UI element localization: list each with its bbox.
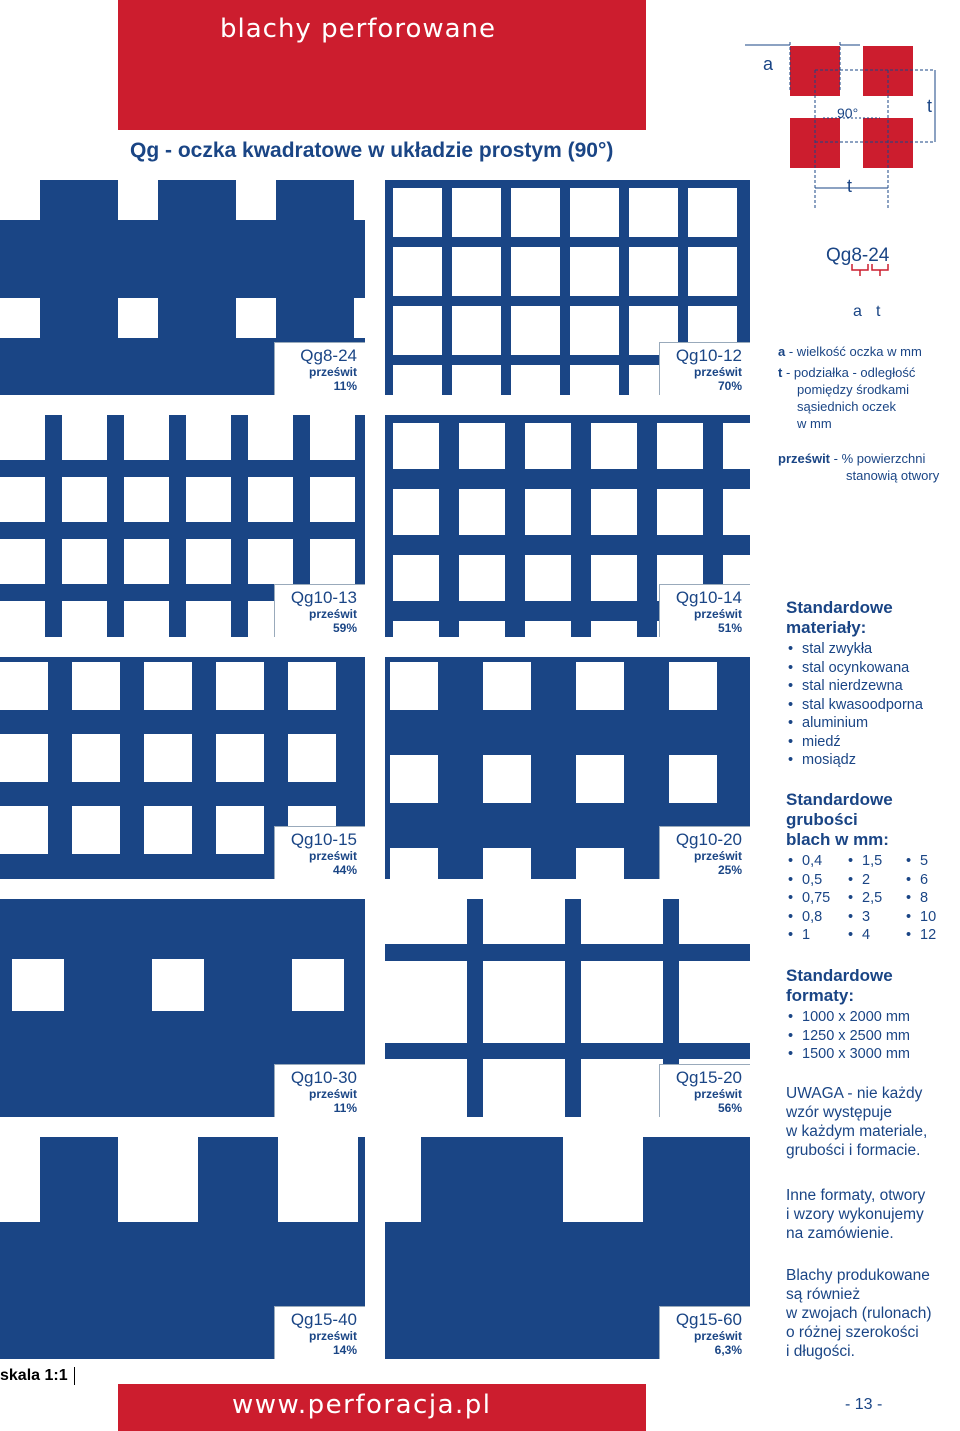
panel-label bbox=[659, 1064, 750, 1117]
diagram-a-label: a bbox=[763, 54, 774, 74]
panel-code: Qg15-20 bbox=[675, 1068, 742, 1087]
legend-a-key: a bbox=[778, 344, 786, 359]
panel-przeswit: prześwit 56% bbox=[693, 1087, 742, 1115]
list-item: • mosiądz bbox=[786, 751, 958, 770]
legend-a-row bbox=[778, 343, 958, 360]
panel-label bbox=[274, 584, 365, 637]
note-inne bbox=[786, 1186, 958, 1243]
note-line: grubości i formacie. bbox=[786, 1142, 921, 1159]
list-item: • stal ocynkowana bbox=[786, 659, 958, 678]
panel-przeswit: prześwit 70% bbox=[693, 365, 742, 393]
example-t-label: t bbox=[876, 303, 881, 320]
panel-code: Qg10-15 bbox=[290, 830, 357, 849]
thickness-value: • 10 bbox=[904, 908, 954, 927]
diagram-angle-label: 90° bbox=[837, 105, 859, 121]
formats-heading-2: formaty: bbox=[786, 986, 855, 1005]
diagram-t-bottom-label: t bbox=[847, 176, 853, 196]
pattern-panel-qg15-40 bbox=[0, 1137, 365, 1359]
legend-przeswit-key: prześwit bbox=[778, 451, 831, 466]
panel-przeswit: prześwit 6,3% bbox=[693, 1329, 742, 1357]
note-line: Inne formaty, otwory bbox=[786, 1187, 926, 1204]
list-item: • miedź bbox=[786, 733, 958, 752]
thickness-value: • 2,5 bbox=[846, 889, 904, 908]
list-item: • stal kwasoodporna bbox=[786, 696, 958, 715]
note-line: w każdym materiale, bbox=[786, 1123, 928, 1140]
thickness-section bbox=[786, 790, 958, 945]
pattern-panel-qg10-20 bbox=[385, 657, 750, 879]
website-link[interactable]: www.perforacja.pl bbox=[232, 1390, 492, 1420]
thickness-value: • 2 bbox=[846, 871, 904, 890]
note-line: są również bbox=[786, 1286, 861, 1303]
scale-label: skala 1:1 bbox=[0, 1367, 75, 1385]
list-item: • 1000 x 2000 mm bbox=[786, 1008, 958, 1027]
pattern-panel-qg10-12 bbox=[385, 180, 750, 395]
legend-przeswit-row bbox=[778, 450, 958, 484]
legend-t-row bbox=[778, 364, 958, 432]
pattern-panel-qg8-24 bbox=[0, 180, 365, 395]
pattern-panel-qg10-14 bbox=[385, 415, 750, 637]
formats-section bbox=[786, 966, 958, 1064]
panel-label bbox=[659, 1306, 750, 1359]
thickness-value: • 0,4 bbox=[786, 852, 846, 871]
example-a-label: a bbox=[853, 303, 862, 320]
list-item: • stal zwykła bbox=[786, 640, 958, 659]
panel-code: Qg15-60 bbox=[675, 1310, 742, 1329]
thickness-value: • 0,75 bbox=[786, 889, 846, 908]
panel-label bbox=[659, 826, 750, 879]
pattern-panel-qg15-60 bbox=[385, 1137, 750, 1359]
note-line: o różnej szerokości bbox=[786, 1324, 919, 1341]
note-line: na zamówienie. bbox=[786, 1225, 894, 1242]
thickness-values bbox=[786, 852, 958, 945]
panel-przeswit: prześwit 44% bbox=[308, 849, 357, 877]
panel-label bbox=[274, 1064, 365, 1117]
panel-code: Qg10-13 bbox=[290, 588, 357, 607]
thickness-value: • 4 bbox=[846, 926, 904, 945]
pattern-panel-qg10-13 bbox=[0, 415, 365, 637]
legend-t-desc-2: pomiędzy środkami bbox=[797, 382, 909, 397]
panel-przeswit: prześwit 11% bbox=[308, 365, 357, 393]
materials-heading-1: Standardowe bbox=[786, 598, 893, 617]
note-line: UWAGA - nie każdy bbox=[786, 1085, 923, 1102]
diagram-t-label: t bbox=[927, 96, 933, 116]
note-line: i długości. bbox=[786, 1343, 855, 1360]
panel-label bbox=[659, 584, 750, 637]
panel-przeswit: prześwit 51% bbox=[693, 607, 742, 635]
panel-code: Qg10-30 bbox=[290, 1068, 357, 1087]
panel-code: Qg10-14 bbox=[675, 588, 742, 607]
panel-code: Qg10-12 bbox=[675, 346, 742, 365]
thickness-value: • 0,8 bbox=[786, 908, 846, 927]
panel-label bbox=[274, 826, 365, 879]
page-number: - 13 - bbox=[845, 1396, 883, 1413]
panel-label bbox=[274, 1306, 365, 1359]
legend-t-desc-1: - podziałka - odległość bbox=[785, 365, 916, 380]
panel-code: Qg15-40 bbox=[290, 1310, 357, 1329]
legend bbox=[778, 343, 958, 484]
thickness-value: • 5 bbox=[904, 852, 954, 871]
materials-section bbox=[786, 598, 958, 770]
list-item: • 1250 x 2500 mm bbox=[786, 1027, 958, 1046]
panel-code: Qg8-24 bbox=[300, 346, 357, 365]
materials-list bbox=[786, 640, 958, 770]
list-item: • stal nierdzewna bbox=[786, 677, 958, 696]
pattern-panel-qg15-20 bbox=[385, 899, 750, 1117]
thickness-value: • 0,5 bbox=[786, 871, 846, 890]
list-item: • 1500 x 3000 mm bbox=[786, 1045, 958, 1064]
note-line: w zwojach (rulonach) bbox=[786, 1305, 932, 1322]
page-title: Qg - oczka kwadratowe w układzie prostym (90°) bbox=[130, 139, 614, 162]
note-line: wzór występuje bbox=[786, 1104, 892, 1121]
panel-code: Qg10-20 bbox=[675, 830, 742, 849]
thickness-value: • 1,5 bbox=[846, 852, 904, 871]
thickness-heading-1: Standardowe bbox=[786, 790, 893, 809]
note-line: Blachy produkowane bbox=[786, 1267, 930, 1284]
header-title: blachy perforowane bbox=[220, 14, 497, 44]
list-item: • aluminium bbox=[786, 714, 958, 733]
thickness-value: • 1 bbox=[786, 926, 846, 945]
panel-przeswit: prześwit 59% bbox=[308, 607, 357, 635]
legend-przeswit-desc-2: stanowią otwory bbox=[846, 468, 940, 483]
legend-a-desc: - wielkość oczka w mm bbox=[788, 344, 922, 359]
legend-t-key: t bbox=[778, 365, 783, 380]
formats-list bbox=[786, 1008, 958, 1064]
example-code: Qg8-24 bbox=[826, 245, 890, 266]
formats-heading-1: Standardowe bbox=[786, 966, 893, 985]
thickness-heading-3: blach w mm: bbox=[786, 830, 889, 849]
example-brackets bbox=[850, 262, 900, 276]
legend-t-desc-3: sąsiednich oczek bbox=[797, 399, 896, 414]
legend-t-desc-4: w mm bbox=[797, 416, 832, 431]
panel-label bbox=[659, 342, 750, 395]
panel-przeswit: prześwit 14% bbox=[308, 1329, 357, 1357]
dimension-diagram bbox=[735, 40, 960, 220]
thickness-heading-2: grubości bbox=[786, 810, 858, 829]
pattern-panel-qg10-30 bbox=[0, 899, 365, 1117]
panel-przeswit: prześwit 11% bbox=[308, 1087, 357, 1115]
panel-przeswit: prześwit 25% bbox=[693, 849, 742, 877]
panel-label bbox=[274, 342, 365, 395]
thickness-value: • 8 bbox=[904, 889, 954, 908]
legend-przeswit-desc-1: - % powierzchni bbox=[833, 451, 926, 466]
note-line: i wzory wykonujemy bbox=[786, 1206, 924, 1223]
materials-heading-2: materiały: bbox=[786, 618, 867, 637]
thickness-value: • 12 bbox=[904, 926, 954, 945]
thickness-value: • 3 bbox=[846, 908, 904, 927]
note-blachy bbox=[786, 1266, 958, 1361]
note-uwaga bbox=[786, 1084, 958, 1160]
thickness-value: • 6 bbox=[904, 871, 954, 890]
pattern-panel-qg10-15 bbox=[0, 657, 365, 879]
